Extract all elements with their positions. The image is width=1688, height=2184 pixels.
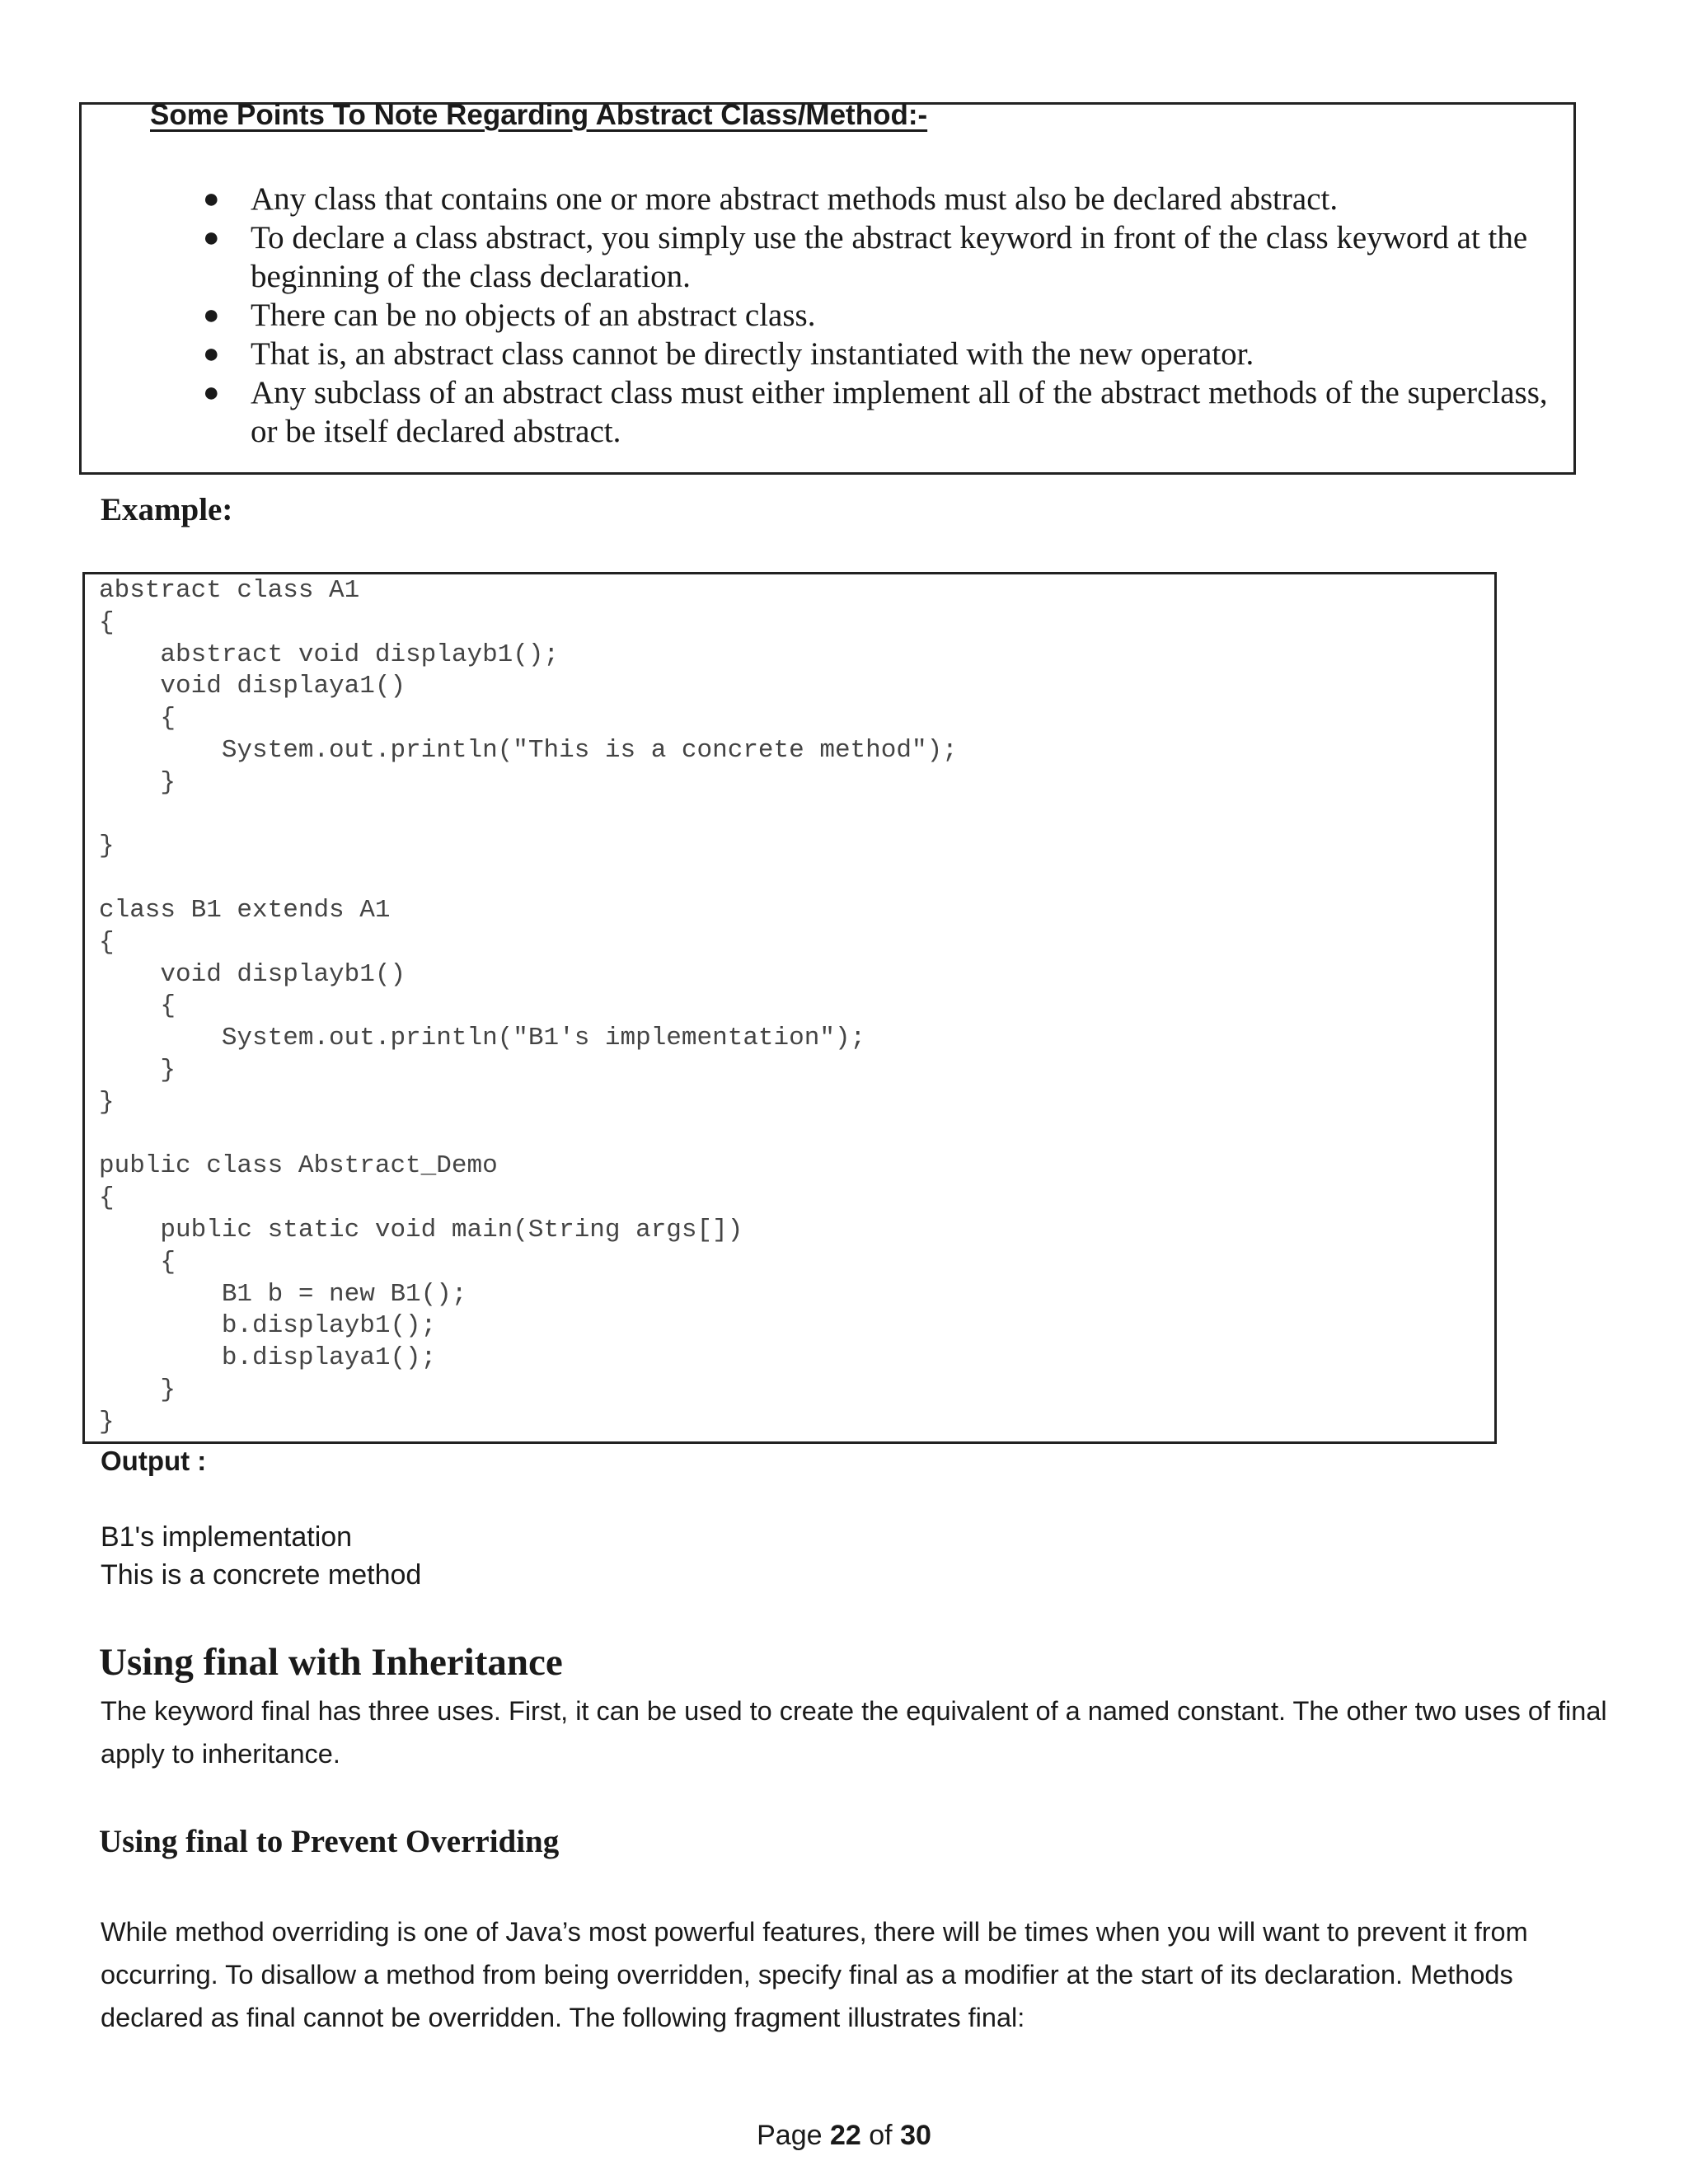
- section-paragraph-final-inheritance: The keyword final has three uses. First, it can be used to create the equivalent of a named constant. The other two uses of final apply to inheritance.: [101, 1696, 1607, 1769]
- bullet-icon: ●: [203, 300, 220, 330]
- section-heading-final-inheritance: Using final with Inheritance: [99, 1641, 563, 1684]
- section-heading-prevent-overriding: Using final to Prevent Overriding: [99, 1824, 560, 1859]
- code-block: abstract class A1 { abstract void displayb1(); void displaya1() { System.out.println("This is a concrete method"); } } class B1 extends A1 { void displayb1() { System.out.println("B1's implementation"); } } public class Abstract_Demo { public static void main(String args[]) { B1 b = new B1(); b.displayb1(); b.displaya1(); } }: [99, 576, 958, 1436]
- total-page-number: 30: [900, 2120, 931, 2151]
- notes-list: [203, 180, 1571, 451]
- bullet-icon: ●: [203, 184, 220, 214]
- list-item: ● Any subclass of an abstract class must either implement all of the abstract methods of the superclass, or be itself declared abstract.: [203, 375, 1548, 449]
- output-lines: [101, 1518, 421, 1594]
- output-label: Output :: [101, 1446, 207, 1476]
- list-item: ● There can be no objects of an abstract class.: [203, 298, 816, 333]
- bullet-icon: ●: [203, 377, 220, 408]
- output-line: B1's implementation: [101, 1521, 353, 1553]
- notes-title: Some Points To Note Regarding Abstract Class/Method:-: [150, 99, 928, 131]
- list-item: ● Any class that contains one or more abstract methods must also be declared abstract.: [203, 181, 1339, 217]
- section-paragraph-prevent-overriding: While method overriding is one of Java’s most powerful features, there will be times when you will want to prevent it from occurring. To disallow a method from being overridden, specify final as a modifier at the start of its declaration. Methods declared as final cannot be overridden. The following fragment illustrates final:: [101, 1917, 1528, 2032]
- output-line: This is a concrete method: [101, 1559, 422, 1591]
- bullet-icon: ●: [203, 223, 220, 253]
- example-label: Example:: [101, 492, 233, 527]
- current-page-number: 22: [829, 2120, 861, 2151]
- list-item: ● To declare a class abstract, you simply use the abstract keyword in front of the class keyword at the beginning of the class declaration.: [203, 220, 1528, 294]
- bullet-icon: ●: [203, 339, 220, 369]
- page-footer: Page 22 of 30: [757, 2120, 931, 2151]
- list-item: ● That is, an abstract class cannot be directly instantiated with the new operator.: [203, 336, 1254, 372]
